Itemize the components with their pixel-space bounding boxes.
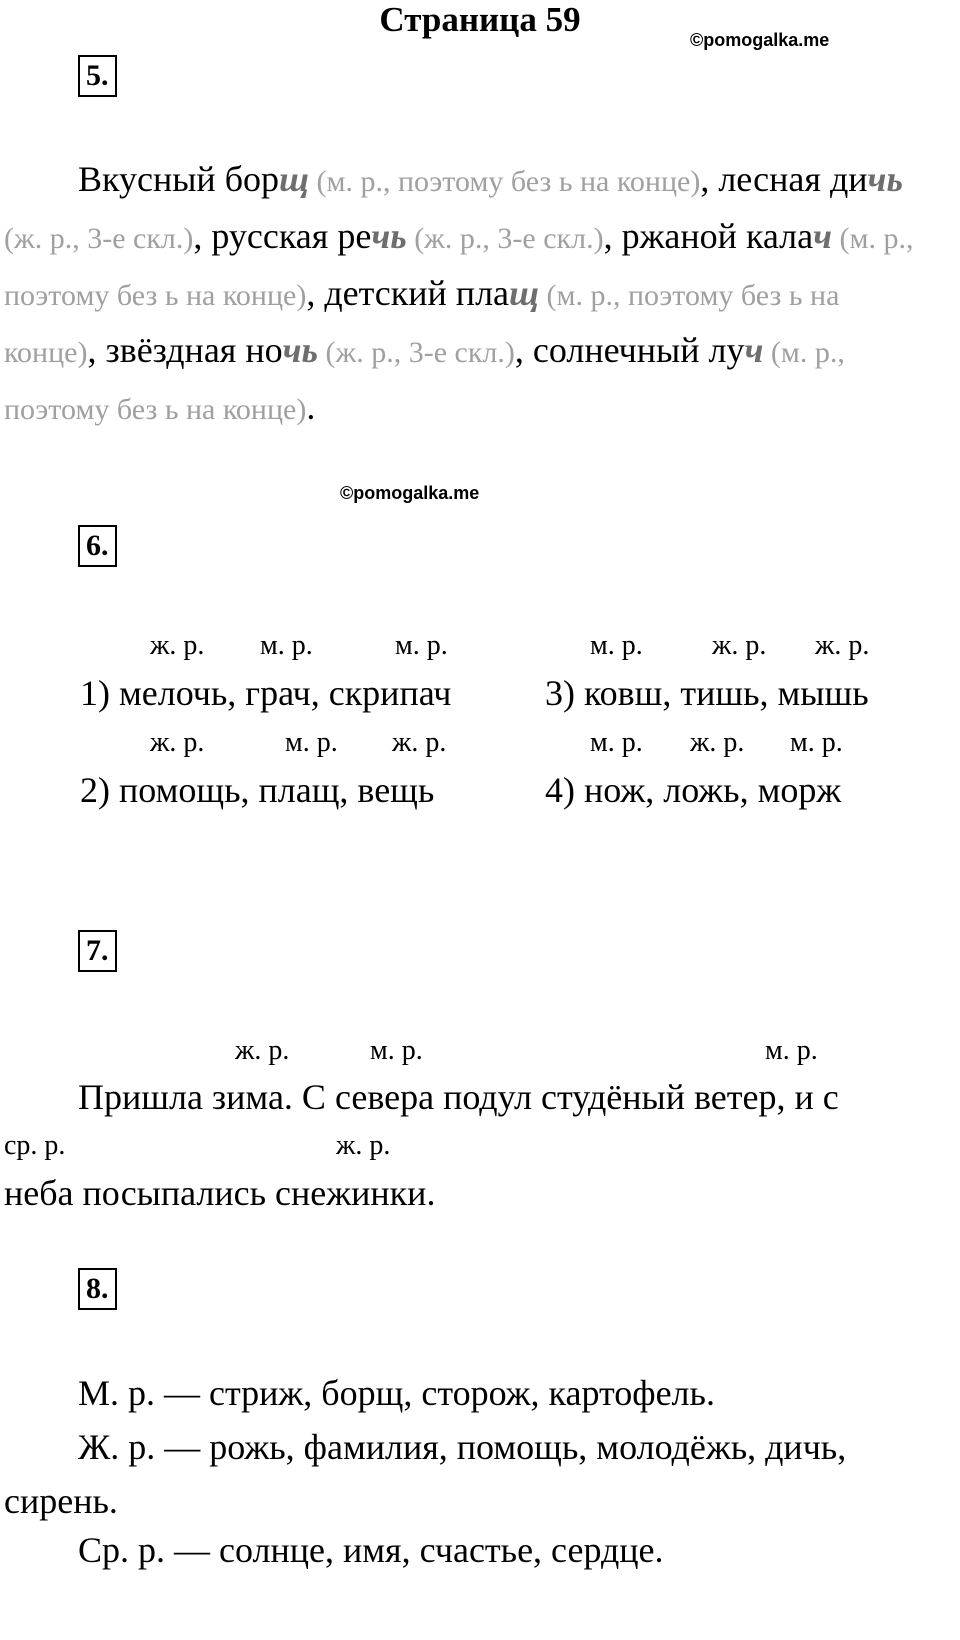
answer-text: Вкусный бор [78, 159, 280, 199]
word-ending: щ [509, 273, 540, 313]
gender-label: ж. р. [235, 1035, 290, 1066]
grammar-note: (м. р., поэтому без ь на конце) [4, 336, 845, 426]
gender-label: ж. р. [690, 727, 745, 758]
task-6-item-4: 4) нож, ложь, морж [545, 770, 842, 810]
gender-label: ж. р. [336, 1130, 391, 1161]
gender-label: м. р. [765, 1035, 818, 1066]
watermark-top: ©pomogalka.me [690, 30, 830, 50]
task-7-line-1: Пришла зима. С севера подул студёный ветер, и с [78, 1077, 839, 1117]
gender-label: м. р. [260, 630, 313, 661]
gender-label: ж. р. [815, 630, 870, 661]
answer-text: , звёздная но [87, 330, 283, 370]
gender-label: м. р. [790, 727, 843, 758]
gender-label: м. р. [370, 1035, 423, 1066]
task-7-line-2: неба посыпались снежинки. [4, 1173, 436, 1213]
word-ending: чь [371, 216, 407, 256]
word-ending: ч [744, 330, 764, 370]
page-title: Страница 59 [379, 0, 581, 39]
task-6-item-1: 1) мелочь, грач, скрипач [80, 673, 452, 713]
task-8-masculine: М. р. — стриж, борщ, сторож, картофель. [78, 1373, 715, 1413]
grammar-note: (м. р., поэтому без ь на конце) [309, 165, 701, 198]
watermark-middle: ©pomogalka.me [340, 483, 480, 503]
gender-label: ж. р. [150, 727, 205, 758]
task-6-number: 6. [78, 525, 117, 567]
gender-label: м. р. [590, 630, 643, 661]
word-ending: чь [282, 330, 318, 370]
word-ending: щ [279, 159, 310, 199]
task-7-number: 7. [78, 930, 117, 972]
grammar-note: (ж. р., 3-е скл.) [317, 336, 515, 369]
task-8-feminine: Ж. р. — рожь, фамилия, помощь, молодёжь, дичь, сирень. [4, 1427, 847, 1521]
gender-label: м. р. [285, 727, 338, 758]
grammar-note: (м. р., поэтому без ь на конце) [4, 279, 840, 369]
gender-label: ср. р. [4, 1130, 66, 1161]
task-8-neuter: Ср. р. — солнце, имя, счастье, сердце. [78, 1530, 664, 1570]
answer-text: , ржаной кала [603, 216, 814, 256]
gender-label: ж. р. [392, 727, 447, 758]
gender-label: ж. р. [150, 630, 205, 661]
answer-text: . [306, 387, 316, 427]
task-5-number: 5. [78, 55, 117, 97]
task-8-number: 8. [78, 1268, 117, 1310]
word-ending: ч [813, 216, 833, 256]
answer-text: , детский пла [306, 273, 510, 313]
grammar-note: (ж. р., 3-е скл.) [4, 222, 194, 255]
gender-label: ж. р. [712, 630, 767, 661]
task-6-item-2: 2) помощь, плащ, вещь [80, 770, 435, 810]
task-5-answer [4, 152, 916, 437]
gender-label: м. р. [395, 630, 448, 661]
answer-text: , русская ре [193, 216, 372, 256]
answer-text: , солнечный лу [514, 330, 745, 370]
task-6-item-3: 3) ковш, тишь, мышь [545, 673, 869, 713]
grammar-note: (ж. р., 3-е скл.) [406, 222, 604, 255]
grammar-note: (м. р., поэтому без ь на конце) [4, 222, 914, 312]
answer-text: , лесная ди [700, 159, 868, 199]
gender-label: м. р. [590, 727, 643, 758]
word-ending: чь [867, 159, 903, 199]
